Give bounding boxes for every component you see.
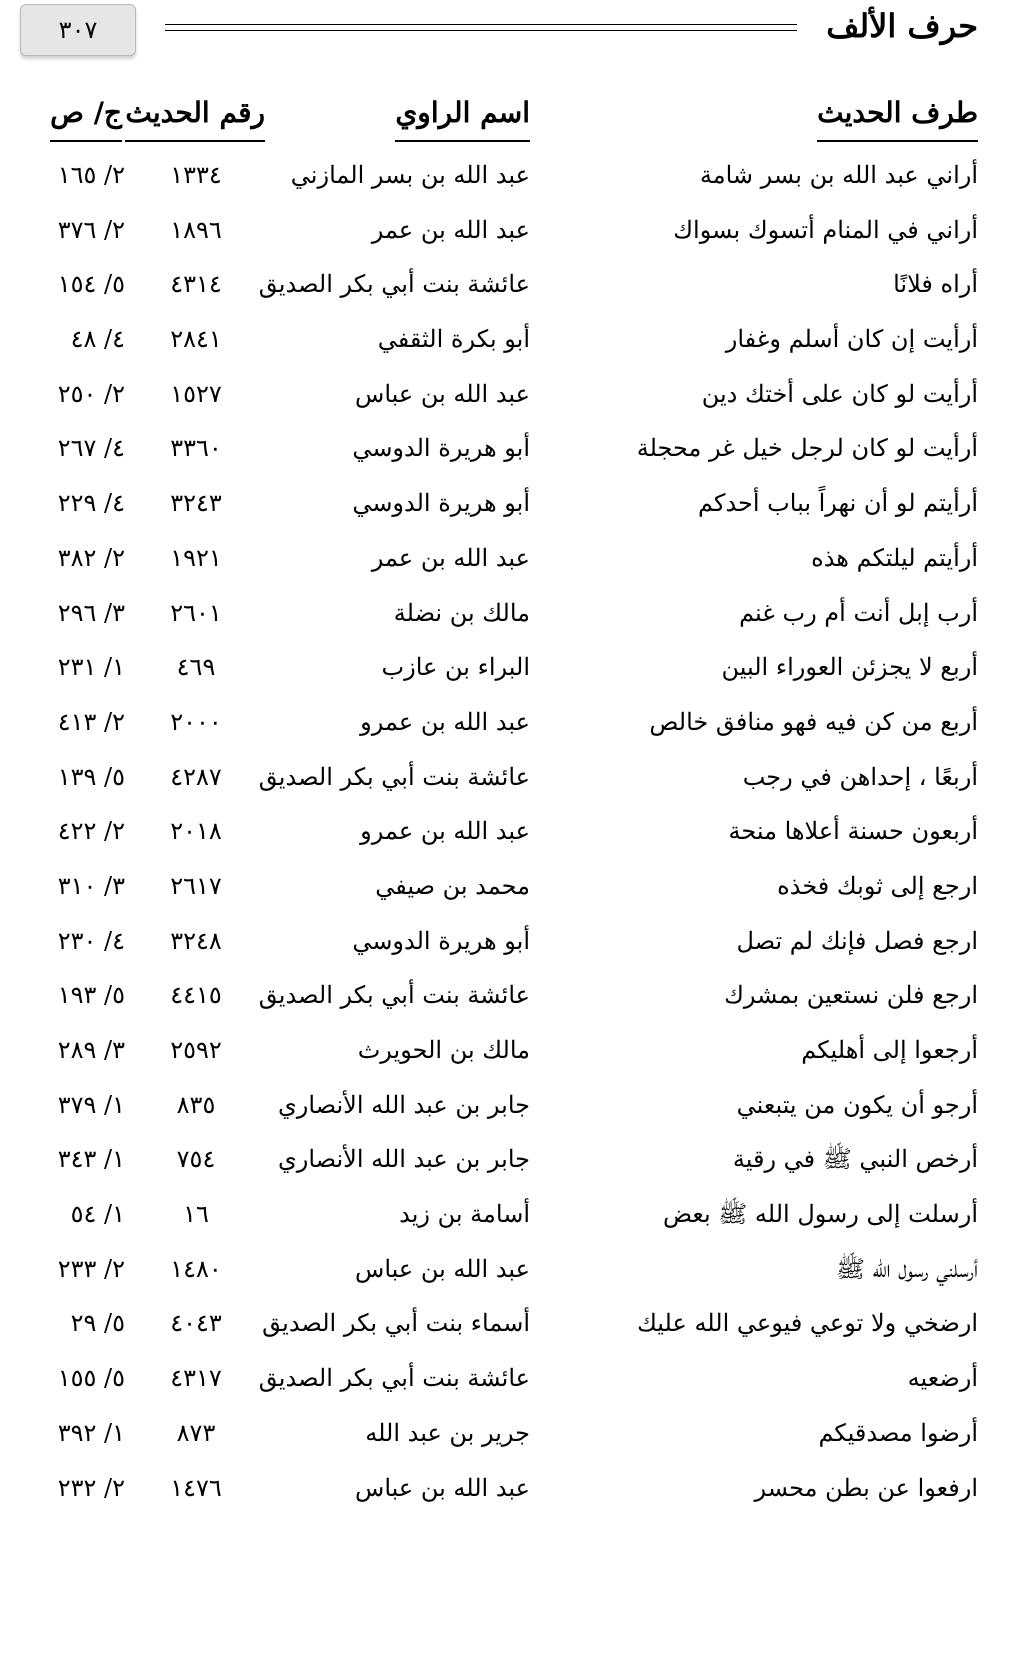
hadith-index-table (0, 148, 1010, 1515)
narrator-name: عبد الله بن عمر (371, 215, 530, 244)
table-row (0, 1187, 1010, 1242)
hadith-number: ١٩٢١ (170, 543, 222, 572)
volume-page: ٢/ ٣٨٢ (57, 543, 125, 572)
narrator-name: أبو هريرة الدوسي (352, 434, 530, 463)
table-row (0, 859, 1010, 914)
hadith-text: أربعون حسنة أعلاها منحة (728, 817, 978, 846)
narrator-name: أبو هريرة الدوسي (352, 489, 530, 518)
volume-page: ١/ ٣٧٩ (57, 1090, 125, 1119)
volume-page: ٥/ ١٩٣ (57, 981, 125, 1010)
narrator-name: البراء بن عازب (381, 653, 530, 682)
column-header-volume-page: ج/ ص (50, 92, 122, 142)
hadith-text: أربع لا يجزئن العوراء البين (721, 653, 978, 682)
hadith-number: ٨٧٣ (176, 1418, 216, 1447)
volume-page: ١/ ٢٣١ (57, 653, 125, 682)
narrator-name: مالك بن نضلة (393, 598, 530, 627)
column-header-narrator: اسم الراوي (395, 92, 530, 142)
table-row (0, 1132, 1010, 1187)
hadith-number: ٤٣١٤ (170, 270, 222, 299)
hadith-number: ٤٠٤٣ (170, 1309, 222, 1338)
volume-page: ٥/ ١٥٤ (57, 270, 125, 299)
narrator-name: عبد الله بن عمرو (360, 707, 530, 736)
table-row (0, 421, 1010, 476)
hadith-text: أرأيت إن كان أسلم وغفار (725, 325, 978, 354)
hadith-number: ٢٠٠٠ (170, 707, 222, 736)
hadith-text: أرضعيه (907, 1364, 978, 1393)
table-row (0, 1406, 1010, 1461)
hadith-number: ٢٠١٨ (170, 817, 222, 846)
table-row (0, 1351, 1010, 1406)
hadith-text: أرأيت لو كان على أختك دين (701, 379, 978, 408)
narrator-name: عبد الله بن عباس (355, 1473, 530, 1502)
hadith-number: ٢٥٩٢ (170, 1036, 222, 1064)
volume-page: ١/ ٣٤٣ (57, 1145, 125, 1174)
narrator-name: عائشة بنت أبي بكر الصديق (258, 762, 530, 791)
hadith-text: أرأيت لو كان لرجل خيل غر محجلة (636, 434, 978, 463)
narrator-name: مالك بن الحويرث (357, 1036, 530, 1064)
hadith-text: أرب إبل أنت أم رب غنم (739, 598, 978, 627)
hadith-text: أراني عبد الله بن بسر شامة (699, 161, 978, 189)
hadith-number: ٤٦٩ (176, 653, 216, 682)
narrator-name: عبد الله بن عباس (355, 1254, 530, 1283)
hadith-text: أرأيتم لو أن نهراً بباب أحدكم (698, 489, 978, 518)
table-row (0, 586, 1010, 641)
page-number-badge (20, 4, 136, 56)
volume-page: ٢/ ٤٢٢ (57, 817, 125, 846)
hadith-text: ارضخي ولا توعي فيوعي الله عليك (637, 1309, 978, 1338)
volume-page: ٤/ ٢٢٩ (57, 489, 125, 518)
volume-page: ٢/ ٣٧٦ (57, 215, 125, 244)
narrator-name: جرير بن عبد الله (365, 1418, 530, 1447)
hadith-number: ٣٢٤٨ (170, 926, 222, 955)
hadith-text: أرضوا مصدقيكم (818, 1418, 978, 1447)
table-row (0, 1296, 1010, 1351)
table-row (0, 531, 1010, 586)
hadith-number: ١٨٩٦ (170, 215, 222, 244)
hadith-number: ٨٣٥ (176, 1090, 216, 1119)
volume-page: ١/ ٣٩٢ (57, 1418, 125, 1447)
narrator-name: محمد بن صيفي (375, 871, 530, 900)
narrator-name: عبد الله بن عباس (355, 379, 530, 408)
hadith-text: ارجع فصل فإنك لم تصل (736, 926, 978, 955)
table-row (0, 695, 1010, 750)
hadith-number: ٧٥٤ (176, 1145, 216, 1174)
narrator-name: عبد الله بن عمرو (360, 817, 530, 846)
volume-page: ٢/ ٤١٣ (57, 707, 125, 736)
volume-page: ٣/ ٣١٠ (57, 871, 125, 900)
narrator-name: عائشة بنت أبي بكر الصديق (258, 1364, 530, 1393)
hadith-number: ٤٣١٧ (170, 1364, 222, 1393)
hadith-number: ١٤٨٠ (170, 1254, 222, 1283)
table-row (0, 148, 1010, 203)
hadith-text: ارفعوا عن بطن محسر (754, 1473, 978, 1502)
volume-page: ٥/ ١٥٥ (57, 1364, 125, 1393)
narrator-name: عائشة بنت أبي بكر الصديق (258, 270, 530, 299)
table-row (0, 914, 1010, 969)
hadith-number: ١٥٢٧ (170, 379, 222, 408)
volume-page: ٥/ ٢٩ (70, 1309, 125, 1338)
table-row (0, 476, 1010, 531)
narrator-name: أسامة بن زيد (399, 1200, 530, 1229)
header-rule-top (165, 24, 797, 25)
volume-page: ٤/ ٢٣٠ (57, 926, 125, 955)
volume-page: ٣/ ٢٩٦ (57, 598, 125, 627)
hadith-number: ٣٢٤٣ (170, 489, 222, 518)
hadith-text: أربعًا ، إحداهن في رجب (742, 762, 978, 791)
hadith-number: ٣٣٦٠ (170, 434, 222, 463)
volume-page: ٤/ ٢٦٧ (57, 434, 125, 463)
hadith-text: أرجو أن يكون من يتبعني (736, 1090, 978, 1119)
volume-page: ٣/ ٢٨٩ (57, 1036, 125, 1064)
table-row (0, 257, 1010, 312)
hadith-number: ٤٤١٥ (170, 981, 222, 1010)
hadith-number: ١٤٧٦ (170, 1473, 222, 1502)
narrator-name: أبو هريرة الدوسي (352, 926, 530, 955)
narrator-name: أسماء بنت أبي بكر الصديق (262, 1309, 530, 1338)
hadith-number: ١٦ (183, 1200, 209, 1229)
hadith-number: ٢٨٤١ (170, 325, 222, 354)
narrator-name: عائشة بنت أبي بكر الصديق (258, 981, 530, 1010)
narrator-name: أبو بكرة الثقفي (377, 325, 530, 354)
column-header-number: رقم الحديث (125, 92, 265, 142)
hadith-text: أراه فلانًا (893, 270, 978, 299)
volume-page: ١/ ٥٤ (70, 1200, 125, 1229)
table-row (0, 750, 1010, 805)
table-row (0, 1242, 1010, 1297)
hadith-text: أرسلني رسول الله ﷺ (835, 1254, 978, 1283)
page-number: ٣٠٧ (58, 16, 98, 44)
hadith-text: أراني في المنام أتسوك بسواك (673, 215, 978, 244)
table-row (0, 203, 1010, 258)
table-row (0, 1023, 1010, 1078)
hadith-number: ١٣٣٤ (170, 161, 222, 189)
hadith-number: ٢٦١٧ (170, 871, 222, 900)
volume-page: ٢/ ٢٥٠ (57, 379, 125, 408)
hadith-text: ارجع إلى ثوبك فخذه (777, 871, 978, 900)
table-row (0, 312, 1010, 367)
table-row (0, 640, 1010, 695)
hadith-text: أرجعوا إلى أهليكم (801, 1036, 978, 1064)
page-header (0, 0, 1010, 70)
table-row (0, 968, 1010, 1023)
hadith-text: ارجع فلن نستعين بمشرك (724, 981, 978, 1010)
narrator-name: عبد الله بن بسر المازني (290, 161, 530, 189)
table-row (0, 1078, 1010, 1133)
hadith-text: أرأيتم ليلتكم هذه (811, 543, 978, 572)
table-row (0, 804, 1010, 859)
column-header-hadith: طرف الحديث (817, 92, 978, 142)
table-row (0, 1461, 1010, 1516)
volume-page: ٢/ ٢٣٣ (57, 1254, 125, 1283)
volume-page: ٥/ ١٣٩ (57, 762, 125, 791)
narrator-name: جابر بن عبد الله الأنصاري (277, 1145, 530, 1174)
hadith-text: أرخص النبي ﷺ في رقية (732, 1145, 978, 1174)
volume-page: ٤/ ٤٨ (70, 325, 125, 354)
chapter-title: حرف الألف (826, 7, 978, 45)
narrator-name: جابر بن عبد الله الأنصاري (277, 1090, 530, 1119)
hadith-text: أرسلت إلى رسول الله ﷺ بعض (663, 1200, 978, 1229)
hadith-number: ٢٦٠١ (170, 598, 222, 627)
narrator-name: عبد الله بن عمر (371, 543, 530, 572)
header-rule-bottom (165, 30, 797, 31)
volume-page: ٢/ ١٦٥ (57, 161, 125, 189)
hadith-number: ٤٢٨٧ (170, 762, 222, 791)
table-row (0, 367, 1010, 422)
hadith-text: أربع من كن فيه فهو منافق خالص (649, 707, 978, 736)
volume-page: ٢/ ٢٣٢ (57, 1473, 125, 1502)
